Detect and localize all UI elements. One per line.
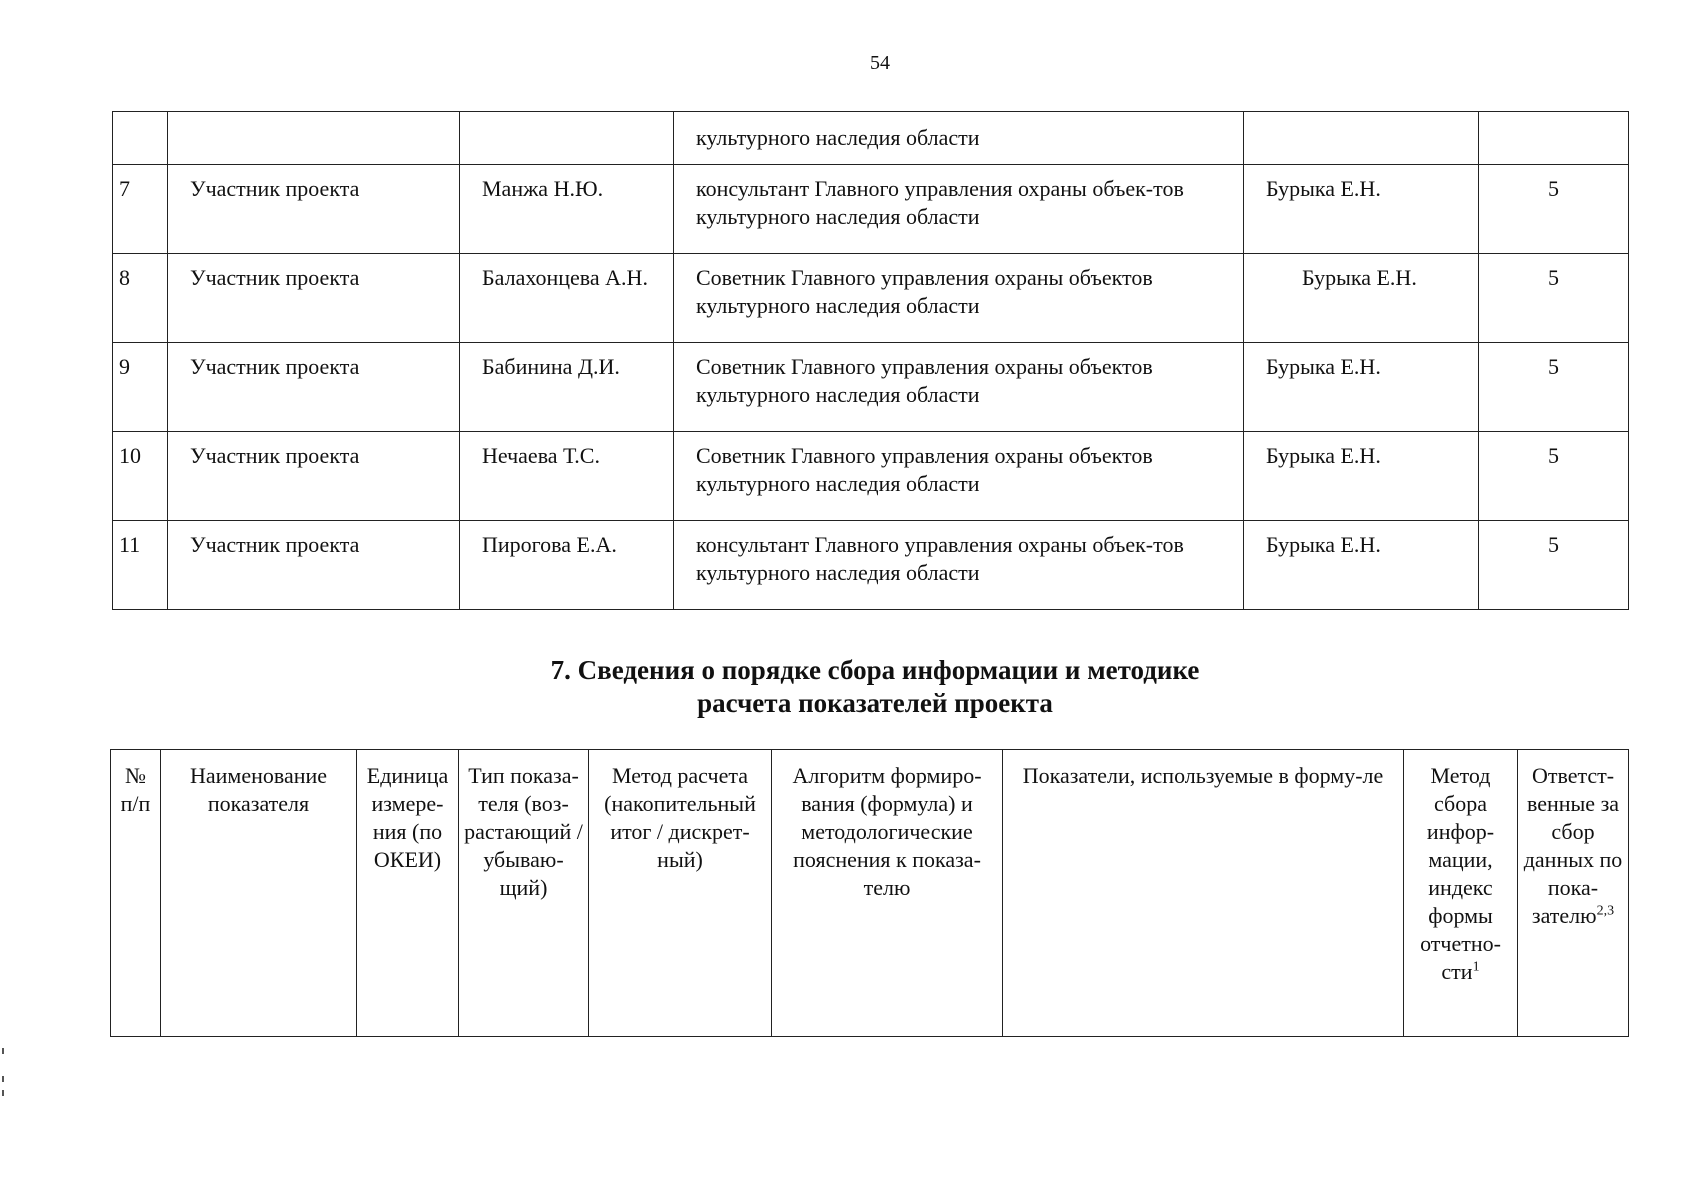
cell-number: 8	[113, 254, 168, 343]
cell-number: 10	[113, 432, 168, 521]
cell-empty	[168, 112, 460, 165]
indicators-table	[110, 749, 1629, 1037]
header-responsible-text: Ответст-венные за сбор данных по пока-зателю	[1523, 763, 1623, 928]
section-title	[410, 654, 1340, 720]
cell-role: Участник проекта	[168, 343, 460, 432]
cell-supervisor: Бурыка Е.Н.	[1244, 254, 1479, 343]
cell-role: Участник проекта	[168, 254, 460, 343]
cell-name: Нечаева Т.С.	[460, 432, 674, 521]
cell-score: 5	[1479, 432, 1629, 521]
table-row	[113, 521, 1629, 610]
cell-name: Бабинина Д.И.	[460, 343, 674, 432]
cell-supervisor: Бурыка Е.Н.	[1244, 521, 1479, 610]
margin-mark	[2, 1090, 4, 1096]
header-method: Метод расчета (накопительный итог / дискрет-ный)	[589, 750, 772, 1037]
cell-position: консультант Главного управления охраны объек-тов культурного наследия области	[674, 521, 1244, 610]
cell-name: Пирогова Е.А.	[460, 521, 674, 610]
margin-mark	[2, 1076, 4, 1082]
table-row	[113, 254, 1629, 343]
footnote-marker: 1	[1472, 959, 1480, 975]
cell-position: Советник Главного управления охраны объектов культурного наследия области	[674, 254, 1244, 343]
cell-empty	[1479, 112, 1629, 165]
cell-position: культурного наследия области	[674, 112, 1244, 165]
cell-position: консультант Главного управления охраны объек-тов культурного наследия области	[674, 165, 1244, 254]
table-row	[113, 165, 1629, 254]
cell-role: Участник проекта	[168, 432, 460, 521]
cell-name: Манжа Н.Ю.	[460, 165, 674, 254]
header-collection-method	[1404, 750, 1518, 1037]
header-name: Наименование показателя	[161, 750, 357, 1037]
cell-supervisor: Бурыка Е.Н.	[1244, 165, 1479, 254]
footnote-marker: 2,3	[1596, 903, 1615, 919]
header-responsible	[1518, 750, 1629, 1037]
cell-empty	[1244, 112, 1479, 165]
header-algorithm: Алгоритм формиро-вания (формула) и методологические пояснения к показа-телю	[772, 750, 1003, 1037]
header-collection-method-text: Метод сбора инфор-мации, индекс формы отчетно-сти	[1420, 763, 1501, 984]
cell-score: 5	[1479, 165, 1629, 254]
cell-score: 5	[1479, 254, 1629, 343]
table-row	[113, 432, 1629, 521]
cell-supervisor: Бурыка Е.Н.	[1244, 432, 1479, 521]
page-number: 54	[870, 52, 890, 74]
cell-role: Участник проекта	[168, 521, 460, 610]
margin-mark	[2, 1048, 4, 1054]
header-formula-indicators: Показатели, используемые в форму-ле	[1003, 750, 1404, 1037]
section-title-line-1: 7. Сведения о порядке сбора информации и методике	[550, 655, 1200, 685]
header-type: Тип показа-теля (воз-растающий / убываю-щий)	[459, 750, 589, 1037]
table-row	[113, 112, 1629, 165]
header-num: № п/п	[111, 750, 161, 1037]
cell-empty	[113, 112, 168, 165]
cell-position: Советник Главного управления охраны объектов культурного наследия области	[674, 343, 1244, 432]
cell-score: 5	[1479, 343, 1629, 432]
cell-empty	[460, 112, 674, 165]
cell-number: 7	[113, 165, 168, 254]
header-unit: Единица измере-ния (по ОКЕИ)	[357, 750, 459, 1037]
participants-table	[112, 111, 1629, 610]
cell-role: Участник проекта	[168, 165, 460, 254]
cell-score: 5	[1479, 521, 1629, 610]
section-title-line-2: расчета показателей проекта	[697, 688, 1053, 718]
table-row	[113, 343, 1629, 432]
cell-name: Балахонцева А.Н.	[460, 254, 674, 343]
cell-number: 11	[113, 521, 168, 610]
cell-position: Советник Главного управления охраны объектов культурного наследия области	[674, 432, 1244, 521]
header-row	[111, 750, 1629, 1037]
cell-supervisor: Бурыка Е.Н.	[1244, 343, 1479, 432]
cell-number: 9	[113, 343, 168, 432]
